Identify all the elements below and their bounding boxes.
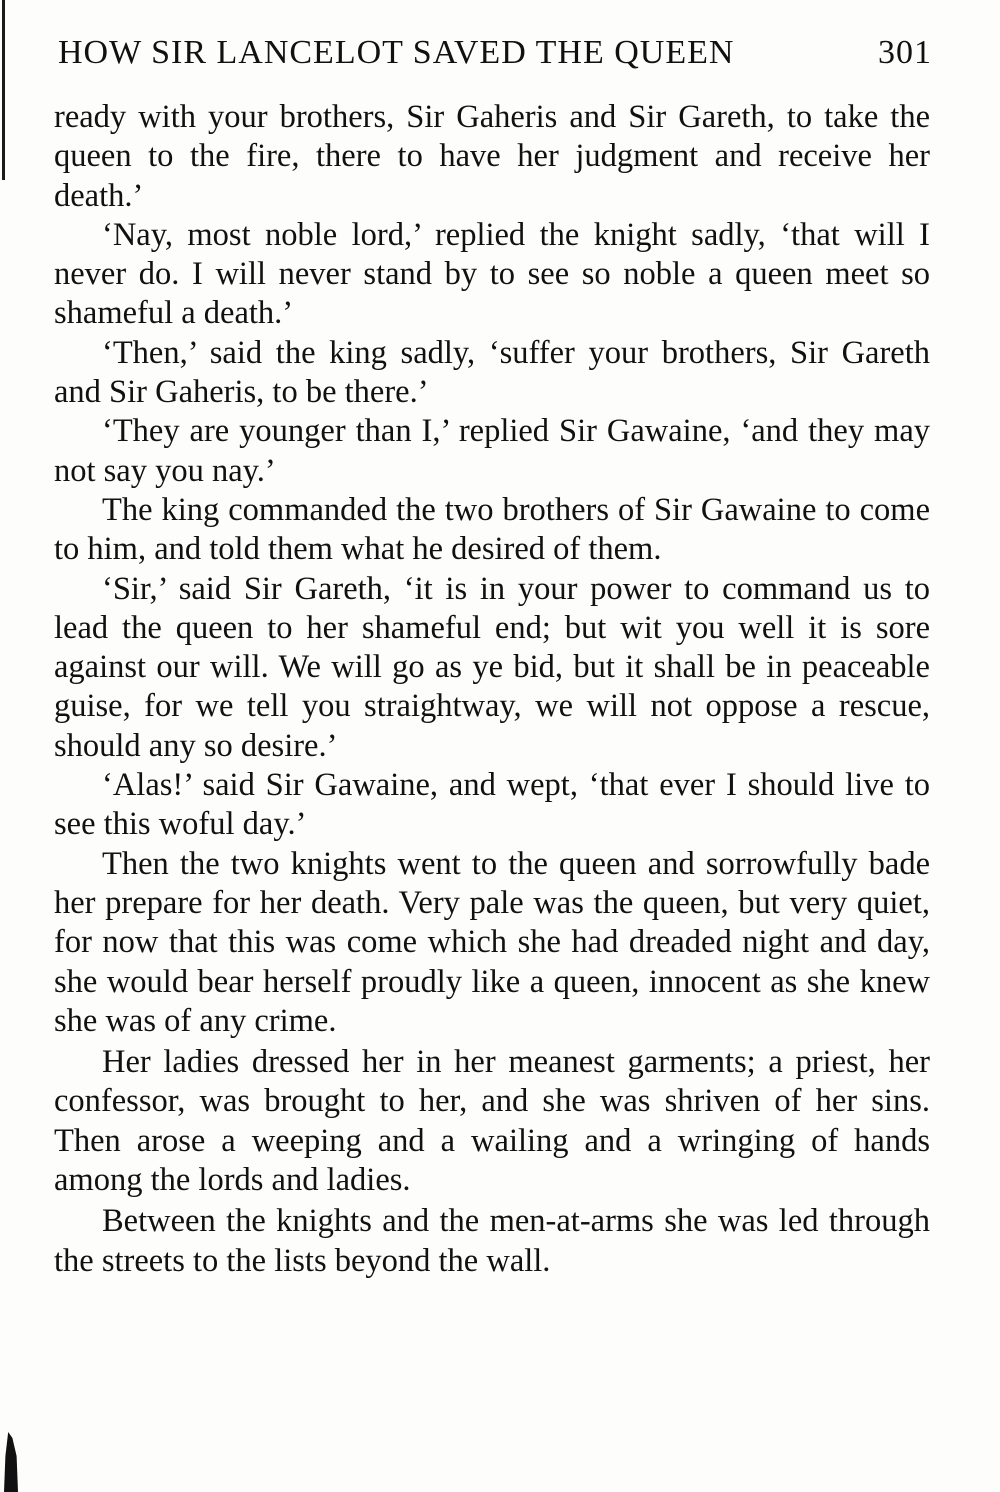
paragraph: ‘Alas!’ said Sir Gawaine, and wept, ‘that ever I should live to see this woful day.’ [54,767,930,843]
paragraph: ‘Then,’ said the king sadly, ‘suffer your brothers, Sir Gareth and Sir Gaheris, to be there.’ [54,334,930,411]
body-text [54,98,930,1281]
page-edge-line [2,0,5,180]
page-edge-mark [4,1432,18,1492]
running-header [58,34,932,80]
paragraph: The king commanded the two brothers of Sir Gawaine to come to him, and told them what he desired of them. [54,491,930,568]
paragraph: Her ladies dressed her in her meanest garments; a priest, her confessor, was brought to her, and she was shriven of her sins. Then arose a weeping and a wailing and a wringing of hands among the lords and ladies. [54,1044,930,1199]
paragraph: ‘They are younger than I,’ replied Sir Gawaine, ‘and they may not say you nay.’ [54,413,930,489]
running-head-title: HOW SIR LANCELOT SAVED THE QUEEN [58,34,735,71]
page-number: 301 [878,34,932,71]
paragraph: Between the knights and the men-at-arms she was led through the streets to the lists beyond the wall. [54,1203,930,1279]
paragraph: Then the two knights went to the queen and sorrowfully bade her prepare for her death. Very pale was the queen, but very quiet, for now that this was come which she had dreaded night and day, she would bear herself proudly like a queen, innocent as she knew she was of any crime. [54,845,930,1039]
paragraph: ‘Sir,’ said Sir Gareth, ‘it is in your power to command us to lead the queen to her shameful end; but wit you well it is sore against our will. We will go as ye bid, but it shall be in peaceable guise, for we tell you straightway, we will not oppose a rescue, should any so desire.’ [54,570,930,764]
paragraph: ready with your brothers, Sir Gaheris and Sir Gareth, to take the queen to the fire, there to have her judgment and receive her death.’ [54,99,930,214]
paragraph: ‘Nay, most noble lord,’ replied the knight sadly, ‘that will I never do. I will never stand by to see so noble a queen meet so shameful a death.’ [54,216,930,332]
